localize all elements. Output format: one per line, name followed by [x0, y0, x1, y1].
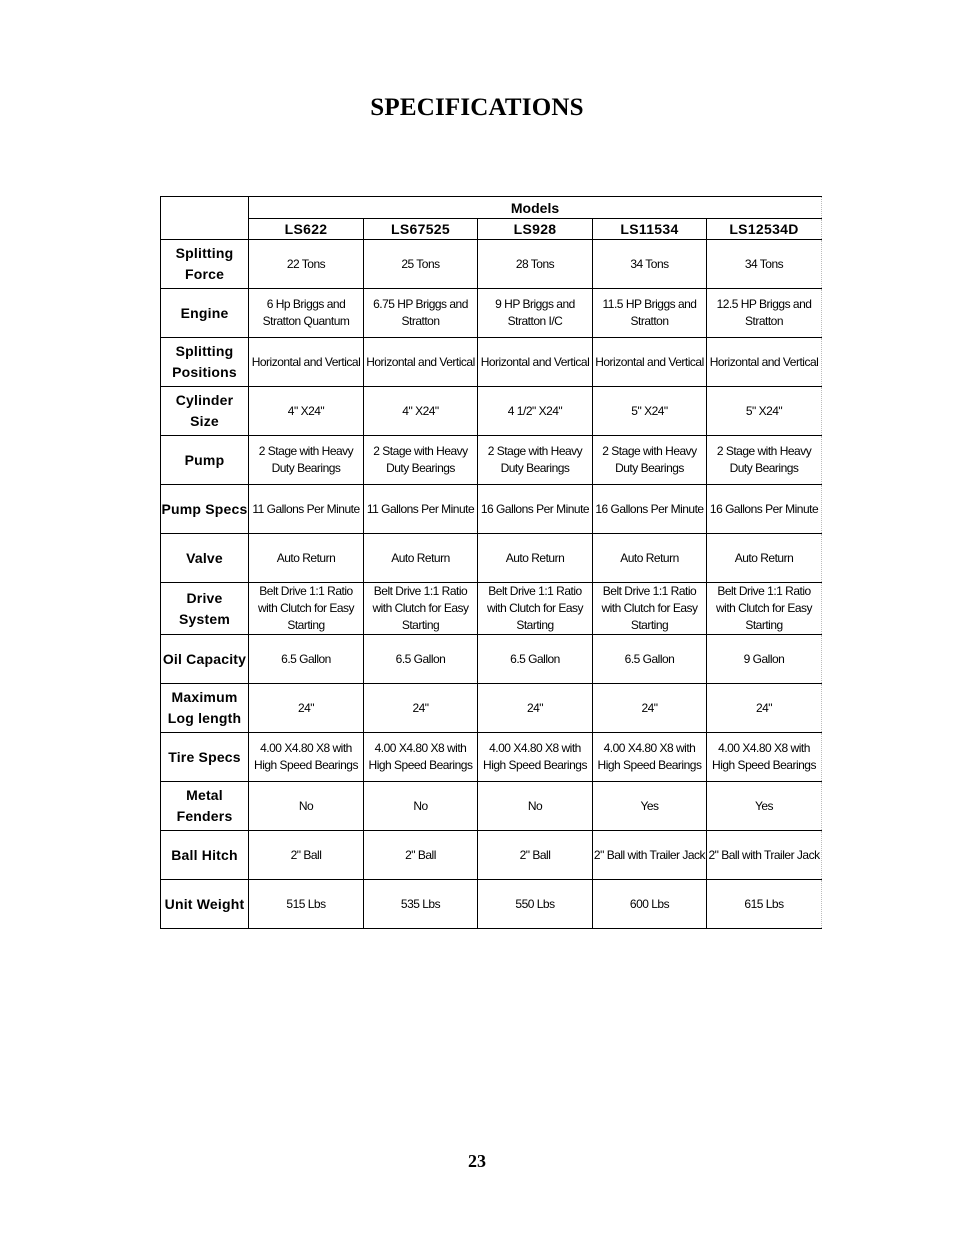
table-row [161, 436, 822, 485]
spec-cell: Belt Drive 1:1 Ratio with Clutch for Easy Starting [249, 583, 364, 635]
spec-cell: 6.5 Gallon [249, 635, 364, 684]
row-label: Metal Fenders [161, 782, 249, 831]
row-label: Splitting Force [161, 240, 249, 289]
spec-cell: Auto Return [707, 534, 822, 583]
spec-cell: 11.5 HP Briggs and Stratton [593, 289, 707, 338]
table-row [161, 733, 822, 782]
spec-cell: 9 HP Briggs and Stratton I/C [478, 289, 593, 338]
spec-cell: Auto Return [593, 534, 707, 583]
row-label: Valve [161, 534, 249, 583]
table-row [161, 831, 822, 880]
spec-cell: Belt Drive 1:1 Ratio with Clutch for Easy Starting [707, 583, 822, 635]
spec-cell: 28 Tons [478, 240, 593, 289]
spec-cell: 4.00 X4.80 X8 with High Speed Bearings [478, 733, 593, 782]
spec-cell: Belt Drive 1:1 Ratio with Clutch for Easy Starting [364, 583, 478, 635]
model-header: LS622 [249, 219, 364, 240]
spec-cell: 4.00 X4.80 X8 with High Speed Bearings [249, 733, 364, 782]
spec-cell: 6.5 Gallon [364, 635, 478, 684]
row-label: Unit Weight [161, 880, 249, 929]
spec-cell: No [364, 782, 478, 831]
spec-cell: 16 Gallons Per Minute [478, 485, 593, 534]
model-header: LS928 [478, 219, 593, 240]
spec-cell: Yes [707, 782, 822, 831]
spec-cell: Auto Return [478, 534, 593, 583]
table-corner-cell [161, 197, 249, 240]
table-row [161, 387, 822, 436]
spec-cell: 2 Stage with Heavy Duty Bearings [364, 436, 478, 485]
page-number: 23 [468, 1151, 486, 1171]
spec-cell: 4" X24" [364, 387, 478, 436]
spec-cell: 24" [364, 684, 478, 733]
spec-cell: Yes [593, 782, 707, 831]
spec-cell: 6 Hp Briggs and Stratton Quantum [249, 289, 364, 338]
table-body [161, 240, 822, 929]
spec-cell: Belt Drive 1:1 Ratio with Clutch for Easy Starting [593, 583, 707, 635]
row-label: Engine [161, 289, 249, 338]
spec-cell: 24" [478, 684, 593, 733]
spec-cell: 22 Tons [249, 240, 364, 289]
spec-cell: 9 Gallon [707, 635, 822, 684]
spec-cell: 4" X24" [249, 387, 364, 436]
spec-cell: 2" Ball [478, 831, 593, 880]
row-label: Maximum Log length [161, 684, 249, 733]
spec-cell: 2" Ball [249, 831, 364, 880]
spec-cell: 34 Tons [593, 240, 707, 289]
page-title: SPECIFICATIONS [370, 94, 584, 121]
spec-cell: 16 Gallons Per Minute [593, 485, 707, 534]
spec-cell: Auto Return [249, 534, 364, 583]
spec-cell: Horizontal and Vertical [593, 338, 707, 387]
spec-cell: 5" X24" [707, 387, 822, 436]
spec-cell: 34 Tons [707, 240, 822, 289]
spec-cell: 12.5 HP Briggs and Stratton [707, 289, 822, 338]
spec-cell: 515 Lbs [249, 880, 364, 929]
spec-cell: No [249, 782, 364, 831]
spec-cell: 2" Ball [364, 831, 478, 880]
table-row [161, 880, 822, 929]
spec-cell: No [478, 782, 593, 831]
spec-cell: 24" [593, 684, 707, 733]
row-label: Splitting Positions [161, 338, 249, 387]
spec-cell: Horizontal and Vertical [364, 338, 478, 387]
table-row [161, 338, 822, 387]
table-row [161, 583, 822, 635]
spec-cell: Horizontal and Vertical [478, 338, 593, 387]
spec-cell: 4.00 X4.80 X8 with High Speed Bearings [593, 733, 707, 782]
row-label: Cylinder Size [161, 387, 249, 436]
spec-cell: Auto Return [364, 534, 478, 583]
row-label: Pump Specs [161, 485, 249, 534]
row-label: Tire Specs [161, 733, 249, 782]
spec-cell: 550 Lbs [478, 880, 593, 929]
row-label: Ball Hitch [161, 831, 249, 880]
spec-cell: 2" Ball with Trailer Jack [593, 831, 707, 880]
models-header: Models [249, 197, 822, 219]
spec-cell: 4.00 X4.80 X8 with High Speed Bearings [707, 733, 822, 782]
table-row [161, 684, 822, 733]
spec-cell: Belt Drive 1:1 Ratio with Clutch for Easy Starting [478, 583, 593, 635]
spec-cell: 4.00 X4.80 X8 with High Speed Bearings [364, 733, 478, 782]
spec-cell: 2 Stage with Heavy Duty Bearings [593, 436, 707, 485]
spec-cell: 6.75 HP Briggs and Stratton [364, 289, 478, 338]
spec-cell: 5" X24" [593, 387, 707, 436]
spec-cell: 11 Gallons Per Minute [249, 485, 364, 534]
table-row [161, 289, 822, 338]
spec-cell: 4 1/2" X24" [478, 387, 593, 436]
table-row [161, 635, 822, 684]
spec-cell: 24" [249, 684, 364, 733]
spec-cell: Horizontal and Vertical [707, 338, 822, 387]
spec-cell: 25 Tons [364, 240, 478, 289]
spec-cell: 2" Ball with Trailer Jack [707, 831, 822, 880]
spec-cell: 615 Lbs [707, 880, 822, 929]
spec-cell: 600 Lbs [593, 880, 707, 929]
table-row [161, 782, 822, 831]
table-row [161, 485, 822, 534]
model-names-row [161, 219, 822, 240]
spec-cell: 2 Stage with Heavy Duty Bearings [249, 436, 364, 485]
row-label: Drive System [161, 583, 249, 635]
spec-cell: 6.5 Gallon [478, 635, 593, 684]
spec-cell: 24" [707, 684, 822, 733]
model-header: LS67525 [364, 219, 478, 240]
spec-cell: Horizontal and Vertical [249, 338, 364, 387]
spec-cell: 6.5 Gallon [593, 635, 707, 684]
model-header: LS11534 [593, 219, 707, 240]
specifications-table [160, 196, 822, 929]
table-row [161, 534, 822, 583]
spec-cell: 2 Stage with Heavy Duty Bearings [478, 436, 593, 485]
spec-cell: 2 Stage with Heavy Duty Bearings [707, 436, 822, 485]
model-header: LS12534D [707, 219, 822, 240]
spec-cell: 535 Lbs [364, 880, 478, 929]
spec-cell: 16 Gallons Per Minute [707, 485, 822, 534]
row-label: Oil Capacity [161, 635, 249, 684]
spec-cell: 11 Gallons Per Minute [364, 485, 478, 534]
row-label: Pump [161, 436, 249, 485]
table-row [161, 240, 822, 289]
